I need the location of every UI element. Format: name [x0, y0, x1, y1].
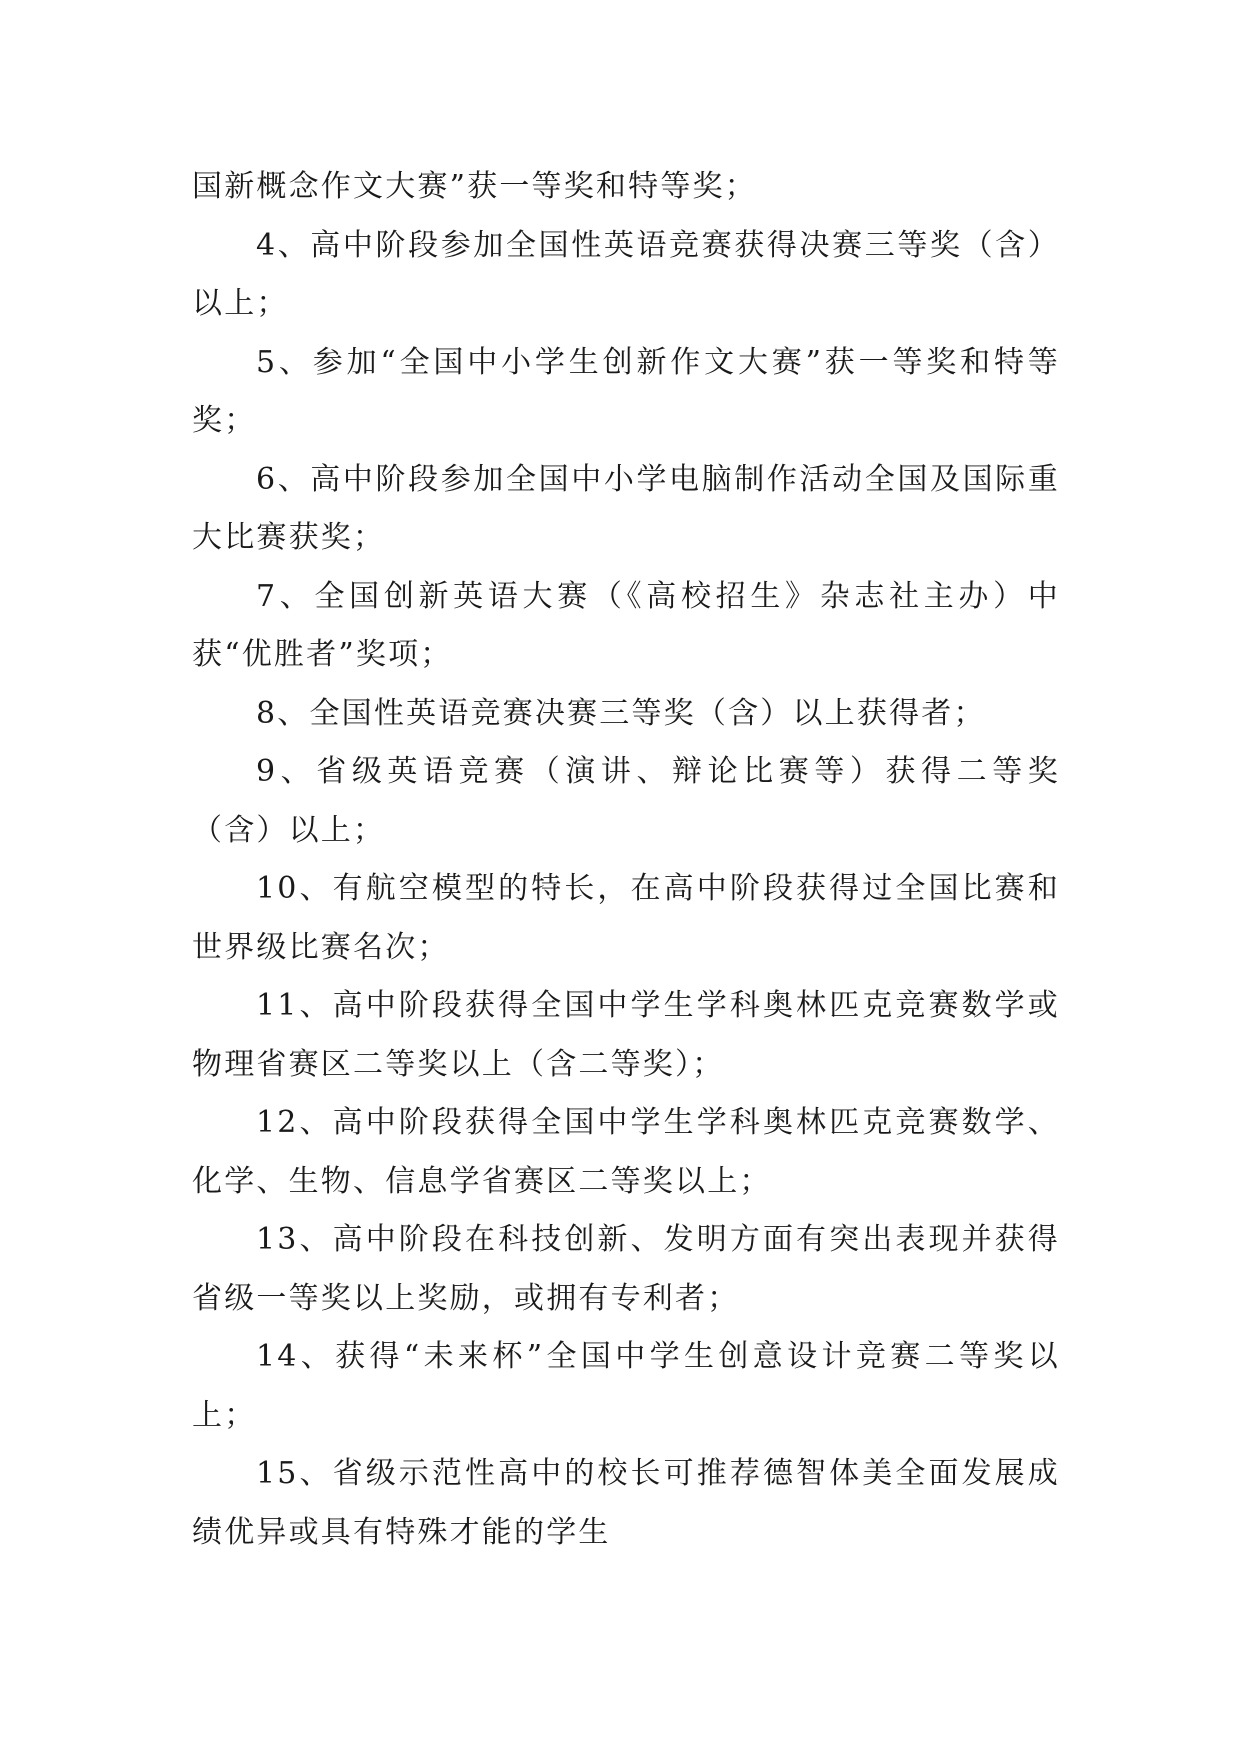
paragraph-continuation: 国新概念作文大赛”获一等奖和特等奖；	[192, 169, 757, 204]
paragraph-item-9: 9、省级英语竞赛（演讲、辩论比赛等）获得二等奖（含）以上；	[192, 754, 1060, 848]
paragraph-item-13: 13、高中阶段在科技创新、发明方面有突出表现并获得省级一等奖以上奖励，或拥有专利者；	[192, 1222, 1060, 1316]
paragraph-item-15: 15、省级示范性高中的校长可推荐德智体美全面发展成绩优异或具有特殊才能的学生	[192, 1456, 1060, 1550]
paragraph-item-4: 4、高中阶段参加全国性英语竞赛获得决赛三等奖（含）以上；	[192, 227, 1060, 321]
document-body	[192, 158, 1060, 1562]
paragraph-item-7: 7、全国创新英语大赛（《高校招生》杂志社主办）中获“优胜者”奖项；	[192, 578, 1060, 672]
paragraph-item-10: 10、有航空模型的特长，在高中阶段获得过全国比赛和世界级比赛名次；	[192, 871, 1060, 965]
paragraph-item-12: 12、高中阶段获得全国中学生学科奥林匹克竞赛数学、化学、生物、信息学省赛区二等奖以上；	[192, 1105, 1060, 1199]
paragraph-item-14: 14、获得“未来杯”全国中学生创意设计竞赛二等奖以上；	[192, 1339, 1060, 1433]
paragraph-item-8: 8、全国性英语竞赛决赛三等奖（含）以上获得者；	[256, 695, 986, 731]
paragraph-item-5: 5、参加“全国中小学生创新作文大赛”获一等奖和特等奖；	[192, 344, 1060, 438]
paragraph-item-6: 6、高中阶段参加全国中小学电脑制作活动全国及国际重大比赛获奖；	[192, 461, 1060, 555]
paragraph-item-11: 11、高中阶段获得全国中学生学科奥林匹克竞赛数学或物理省赛区二等奖以上（含二等奖）；	[192, 988, 1060, 1082]
